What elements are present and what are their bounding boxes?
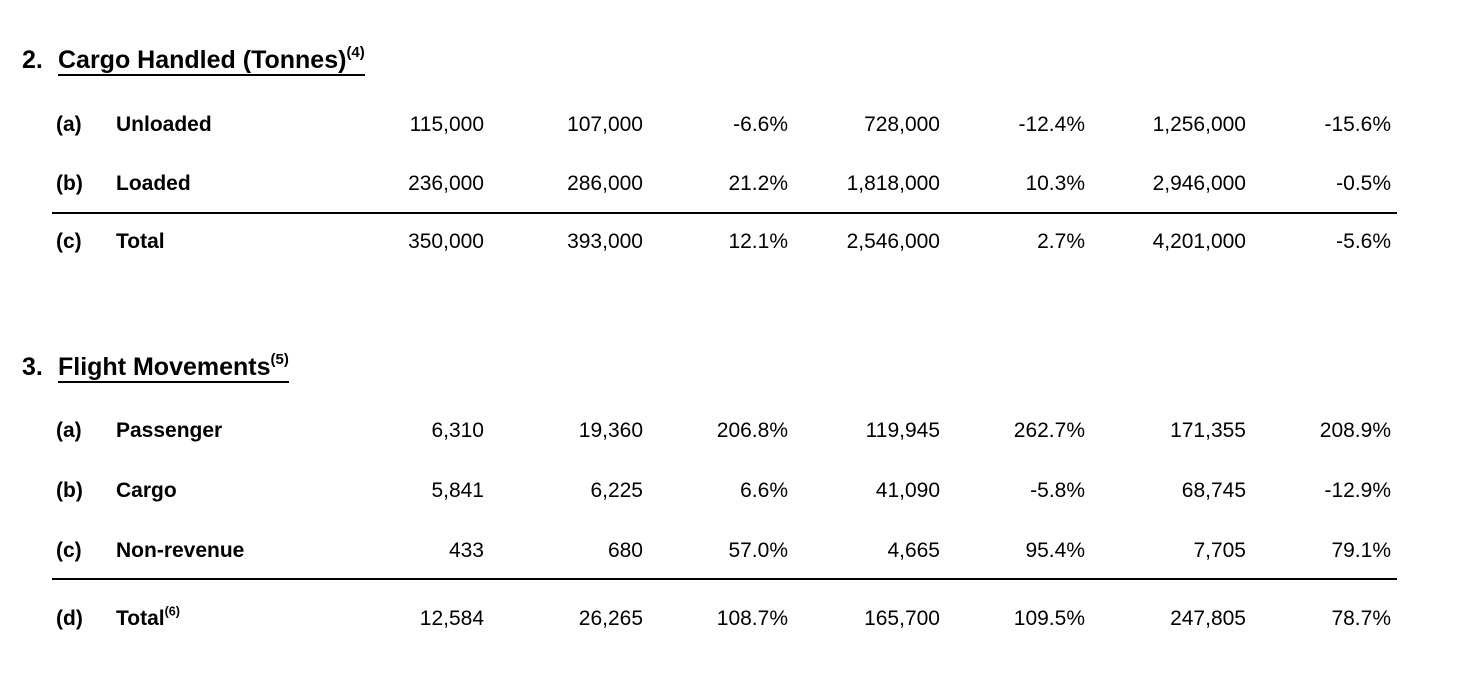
- table-cell: 262.7%: [1013, 419, 1085, 442]
- row-code: (a): [56, 113, 82, 136]
- table-cell: 5,841: [431, 479, 484, 502]
- table-cell: 107,000: [567, 113, 643, 136]
- row-label: Unloaded: [116, 113, 212, 136]
- table-cell: -5.8%: [1030, 479, 1085, 502]
- table-row-flights-nonrevenue: [0, 536, 1462, 566]
- table-cell: -12.9%: [1324, 479, 1391, 502]
- section-title-underline: [58, 350, 289, 383]
- table-cell: 12.1%: [728, 230, 788, 253]
- table-cell: 12,584: [419, 607, 484, 630]
- table-row-cargo-loaded: [0, 169, 1462, 199]
- table-cell: 115,000: [409, 113, 484, 136]
- row-code: (b): [56, 172, 83, 195]
- row-code: (d): [56, 607, 83, 630]
- table-row-flights-cargo: [0, 476, 1462, 506]
- section-title: Flight Movements: [58, 353, 271, 381]
- table-cell: 108.7%: [716, 607, 788, 630]
- table-cell: 10.3%: [1025, 172, 1085, 195]
- table-cell: 41,090: [875, 479, 940, 502]
- row-label: Passenger: [116, 419, 223, 442]
- row-code: (c): [56, 539, 82, 562]
- table-cell: 393,000: [567, 230, 643, 253]
- table-cell: -5.6%: [1336, 230, 1391, 253]
- table-divider: [52, 212, 1397, 214]
- table-cell: -6.6%: [733, 113, 788, 136]
- table-cell: 6,310: [431, 419, 484, 442]
- table-cell: 2.7%: [1037, 230, 1085, 253]
- table-cell: 68,745: [1181, 479, 1246, 502]
- table-cell: 433: [448, 539, 484, 562]
- table-cell: 247,805: [1170, 607, 1246, 630]
- row-label: Cargo: [116, 479, 177, 502]
- table-cell: -0.5%: [1336, 172, 1391, 195]
- table-cell: 95.4%: [1025, 539, 1085, 562]
- row-code: (b): [56, 479, 83, 502]
- table-row-flights-total: [0, 604, 1462, 634]
- table-cell: 1,818,000: [846, 172, 940, 195]
- row-label-text: Total: [116, 607, 165, 630]
- table-cell: 57.0%: [728, 539, 788, 562]
- section-title: Cargo Handled (Tonnes): [58, 46, 347, 74]
- table-cell: -12.4%: [1018, 113, 1085, 136]
- table-cell: 7,705: [1193, 539, 1246, 562]
- table-cell: 4,665: [887, 539, 940, 562]
- table-cell: 119,945: [865, 419, 940, 442]
- table-cell: 6,225: [590, 479, 643, 502]
- table-cell: 208.9%: [1319, 419, 1391, 442]
- table-cell: 21.2%: [728, 172, 788, 195]
- table-cell: 165,700: [864, 607, 940, 630]
- section-title-underline: [58, 43, 365, 76]
- table-cell: 79.1%: [1331, 539, 1391, 562]
- section-heading-flights: [22, 350, 289, 383]
- table-cell: 206.8%: [716, 419, 788, 442]
- section-number: 2.: [22, 46, 43, 74]
- table-cell: 26,265: [578, 607, 643, 630]
- table-cell: 171,355: [1170, 419, 1246, 442]
- table-cell: 286,000: [567, 172, 643, 195]
- table-cell: 2,546,000: [846, 230, 940, 253]
- section-heading-cargo: [22, 43, 365, 76]
- row-label: Total: [116, 230, 165, 253]
- table-cell: -15.6%: [1324, 113, 1391, 136]
- table-divider: [52, 578, 1397, 580]
- row-code: (a): [56, 419, 82, 442]
- footnote-marker: (4): [346, 43, 365, 61]
- footnote-marker: (6): [164, 604, 181, 619]
- table-cell: 109.5%: [1013, 607, 1085, 630]
- table-cell: 236,000: [408, 172, 484, 195]
- table-cell: 1,256,000: [1152, 113, 1246, 136]
- table-cell: 19,360: [578, 419, 643, 442]
- table-cell: 78.7%: [1331, 607, 1391, 630]
- footnote-marker: (5): [270, 350, 289, 368]
- row-label: Loaded: [116, 172, 191, 195]
- table-cell: 4,201,000: [1152, 230, 1246, 253]
- row-label: Non-revenue: [116, 539, 245, 562]
- table-row-flights-passenger: [0, 416, 1462, 446]
- table-row-cargo-unloaded: [0, 110, 1462, 140]
- table-cell: 6.6%: [740, 479, 788, 502]
- table-row-cargo-total: [0, 227, 1462, 257]
- section-number: 3.: [22, 353, 43, 381]
- row-label: [116, 604, 180, 634]
- table-cell: 680: [607, 539, 643, 562]
- table-cell: 728,000: [864, 113, 940, 136]
- row-code: (c): [56, 230, 82, 253]
- table-cell: 2,946,000: [1152, 172, 1246, 195]
- table-cell: 350,000: [408, 230, 484, 253]
